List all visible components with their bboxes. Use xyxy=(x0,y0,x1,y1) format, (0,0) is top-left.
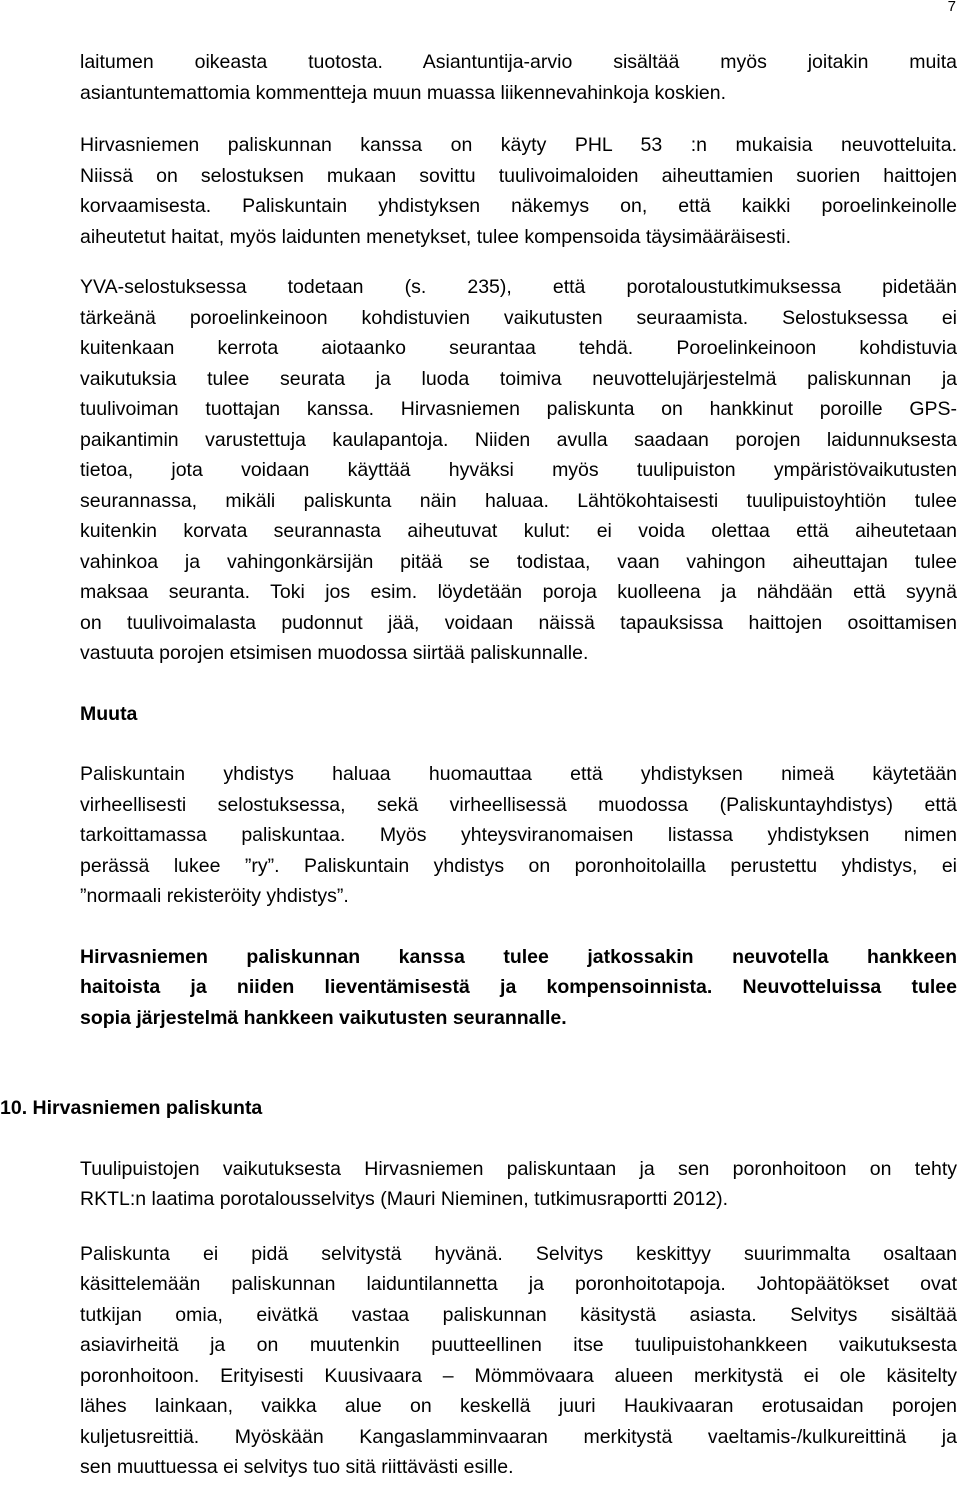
text-line: YVA-selostuksessa todetaan (s. 235), että porotaloustutkimuksessa pidetään xyxy=(80,276,957,298)
text-line: Hirvasniemen paliskunnan kanssa tulee jatkossakin neuvotella hankkeen xyxy=(80,945,957,968)
heading-muuta: Muuta xyxy=(80,702,138,725)
text-line: korvaamisesta. Paliskuntain yhdistyksen näkemys on, että kaikki poroelinkeinolle xyxy=(80,195,957,217)
text-line: tutkijan omia, eivätkä vastaa paliskunnan käsitystä asiasta. Selvitys sisältää xyxy=(80,1303,957,1326)
paragraph-4 xyxy=(80,759,957,912)
paragraph-6 xyxy=(80,1154,957,1215)
text-line: Tuulipuistojen vaikutuksesta Hirvasniemen paliskuntaan ja sen poronhoitoon on tehty xyxy=(80,1157,957,1180)
text-line: virheellisesti selostuksessa, sekä virheellisessä muodossa (Paliskuntayhdistys) että xyxy=(80,793,957,816)
text-line: on tuulivoimalasta pudonnut jää, voidaan näissä tapauksissa haittojen osoittamisen xyxy=(80,611,957,634)
text-line: poronhoitoon. Erityisesti Kuusivaara – Mömmövaara alueen merkitystä ei ole käsitelty xyxy=(80,1364,957,1387)
text-line: RKTL:n laatima porotalousselvitys (Mauri Nieminen, tutkimusraportti 2012). xyxy=(80,1188,729,1210)
text-line: vaikutuksia tulee seurata ja luoda toimiva neuvottelujärjestelmä paliskunnan ja xyxy=(80,367,957,390)
text-line: maksaa seuranta. Toki jos esim. löydetään poroja kuolleena ja nähdään että syynä xyxy=(80,581,957,603)
text-line: seurannassa, mikäli paliskunta näin haluaa. Lähtökohtaisesti tuulipuistoyhtiön tulee xyxy=(80,489,957,512)
text-line: Paliskunta ei pidä selvitystä hyvänä. Selvitys keskittyy suurimmalta osaltaan xyxy=(80,1242,957,1265)
document-body xyxy=(0,47,957,1483)
text-line: tuulivoiman tuottajan kanssa. Hirvasniemen paliskunta on hankkinut poroille GPS- xyxy=(80,398,957,420)
text-line: tärkeänä poroelinkeinoon kohdistuvien vaikutusten seuraamista. Selostuksessa ei xyxy=(80,306,957,329)
text-line: Hirvasniemen paliskunnan kanssa on käyty PHL 53 :n mukaisia neuvotteluita. xyxy=(80,134,957,156)
page-number: 7 xyxy=(947,0,956,15)
text-line: haitoista ja niiden lieventämisestä ja kompensoinnista. Neuvotteluissa tulee xyxy=(80,976,957,998)
text-line: asiantuntemattomia kommentteja muun muassa liikennevahinkoja koskien. xyxy=(80,81,727,104)
text-line: kuitenkin korvata seurannasta aiheutuvat kulut: ei voida olettaa että aiheutetaan xyxy=(80,520,957,542)
text-line: ”normaali rekisteröity yhdistys”. xyxy=(80,885,349,907)
text-line: kuljetusreittiä. Myöskään Kangaslamminvaaran merkitystä vaeltamis-/kulkureittinä ja xyxy=(80,1425,957,1448)
text-line: käsittelemään paliskunnan laiduntilannetta ja poronhoitotapoja. Johtopäätökset ovat xyxy=(80,1273,957,1295)
text-line: vahinkoa ja vahingonkärsijän pitää se todistaa, vaan vahingon aiheuttajan tulee xyxy=(80,550,957,573)
paragraph-2 xyxy=(80,130,957,252)
text-line: tietoa, jota voidaan käyttää hyväksi myös tuulipuiston ympäristövaikutusten xyxy=(80,459,957,481)
section-heading: 10. Hirvasniemen paliskunta xyxy=(0,1097,263,1119)
paragraph-3 xyxy=(80,272,957,669)
text-line: kuitenkaan kerrota aiotaanko seurantaa tehdä. Poroelinkeinoon kohdistuvia xyxy=(80,337,957,359)
text-line: tarkoittamassa paliskuntaa. Myös yhteysviranomaisen listassa yhdistyksen nimen xyxy=(80,824,957,846)
paragraph-5-bold xyxy=(80,942,957,1034)
text-line: perässä lukee ”ry”. Paliskuntain yhdistys on poronhoitolailla perustettu yhdistys, ei xyxy=(80,854,957,877)
paragraph-7 xyxy=(80,1239,957,1483)
text-line: sen muuttuessa ei selvitys tuo sitä riittävästi esille. xyxy=(80,1456,514,1478)
paragraph-1 xyxy=(80,47,957,108)
text-line: paikantimin varustettuja kaulapantoja. Niiden avulla saadaan porojen laidunnuksesta xyxy=(80,428,957,451)
text-line: aiheutetut haitat, myös laidunten menetykset, tulee kompensoida täysimääräisesti. xyxy=(80,225,792,248)
text-line: laitumen oikeasta tuotosta. Asiantuntija-arvio sisältää myös joitakin muita xyxy=(80,51,957,73)
text-line: sopia järjestelmä hankkeen vaikutusten seurannalle. xyxy=(80,1006,567,1029)
text-line: Niissä on selostuksen mukaan sovittu tuulivoimaloiden aiheuttamien suorien haittojen xyxy=(80,164,957,187)
text-line: vastuuta porojen etsimisen muodossa siirtää paliskunnalle. xyxy=(80,642,589,664)
text-line: asiavirheitä ja on muutenkin puutteellinen itse tuulipuistohankkeen vaikutuksesta xyxy=(80,1334,957,1356)
text-line: Paliskuntain yhdistys haluaa huomauttaa että yhdistyksen nimeä käytetään xyxy=(80,763,957,785)
text-line: lähes lainkaan, vaikka alue on keskellä juuri Haukivaaran erotusaidan porojen xyxy=(80,1395,957,1417)
